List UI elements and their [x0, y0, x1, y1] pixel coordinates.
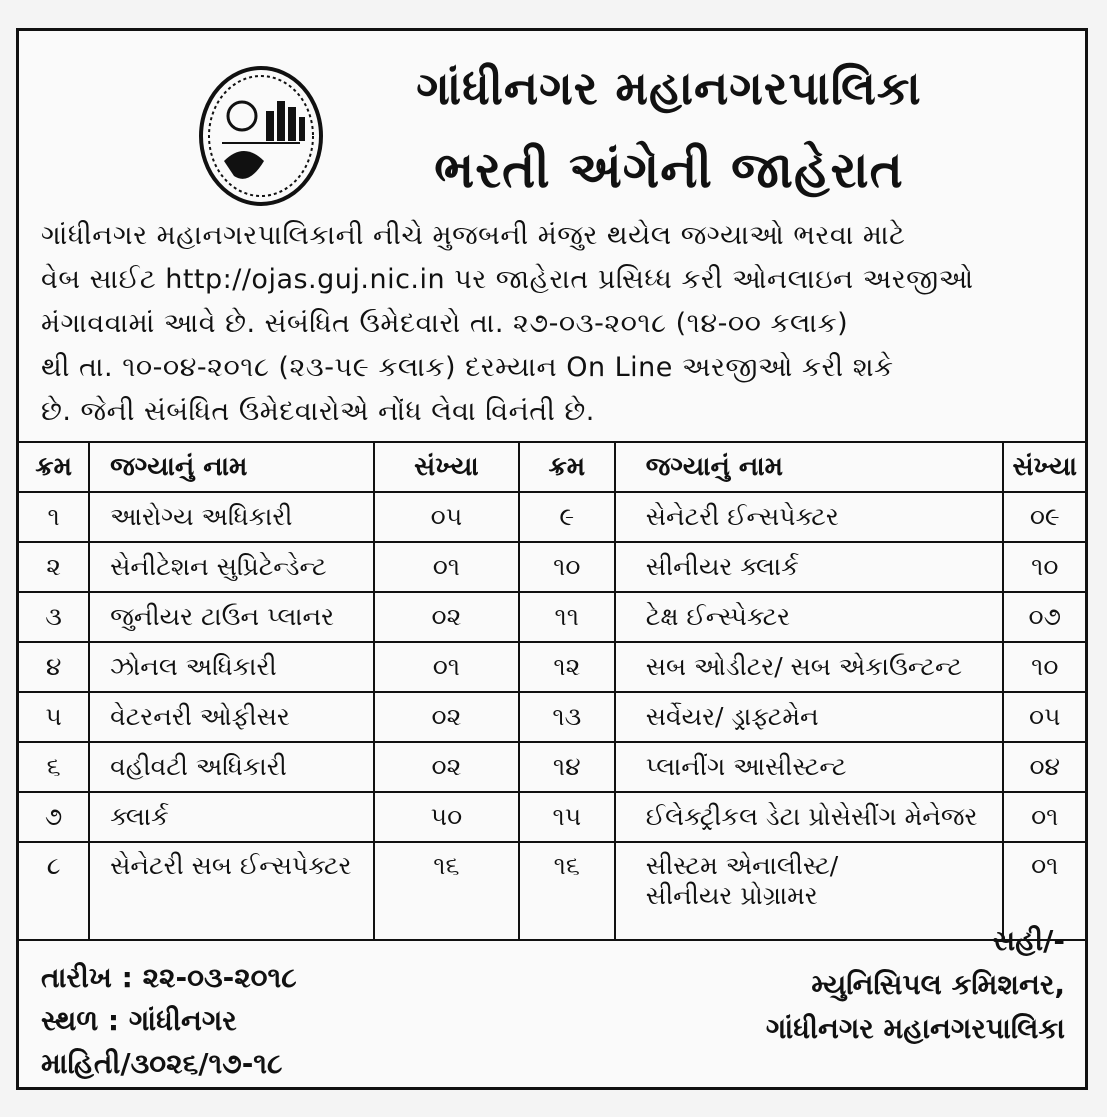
table-cell: ૦૨: [374, 592, 519, 642]
table-cell: ૦૧: [374, 642, 519, 692]
table-cell: ૧૩: [519, 692, 615, 742]
table-cell: સર્વેયર/ ડ્રાફ્ટમેન: [615, 692, 1004, 742]
column-header: જગ્યાનું નામ: [615, 442, 1004, 492]
table-cell: ક્લાર્ક: [89, 792, 374, 842]
column-header: સંખ્યા: [1003, 442, 1085, 492]
intro-line: વેબ સાઈટ http://ojas.guj.nic.in પર જાહેરાત પ્રસિધ્ધ કરી ઓનલાઇન અરજીઓ: [41, 264, 974, 295]
table-row: [19, 592, 1085, 642]
intro-line: મંગાવવામાં આવે છે. સંબંધિત ઉમેદવારો તા. ૨૭-૦૩-૨૦૧૮ (૧૪-૦૦ કલાક): [41, 308, 849, 339]
table-row: [19, 692, 1085, 742]
table-cell: ૦૧: [1003, 792, 1085, 842]
signatory-designation: મ્યુનિસિપલ કમિશનર,: [811, 968, 1065, 1001]
intro-paragraph: [41, 214, 1071, 434]
table-cell: ૫૦: [374, 792, 519, 842]
table-cell: ૧૬: [374, 842, 519, 940]
table-cell: ૪: [19, 642, 89, 692]
table-cell: સેનેટરી ઈન્સપેક્ટર: [615, 492, 1004, 542]
table-cell: ૦૨: [374, 742, 519, 792]
notice-subtitle: ભરતી અંગેની જાહેરાત: [434, 141, 904, 199]
table-cell: આરોગ્ય અધિકારી: [89, 492, 374, 542]
table-cell: ૧: [19, 492, 89, 542]
table-cell: પ્લાનીંગ આસીસ્ટન્ટ: [615, 742, 1004, 792]
notice-title: ગાંધીનગર મહાનગરપાલિકા: [416, 61, 922, 115]
signature-mark: સહી/-: [992, 924, 1065, 957]
table-cell: ૦૯: [1003, 492, 1085, 542]
table-cell: ૦૭: [1003, 592, 1085, 642]
table-cell: જુનીયર ટાઉન પ્લાનર: [89, 592, 374, 642]
cell-line: સીસ્ટમ એનાલીસ્ટ/: [645, 851, 839, 880]
table-row: [19, 642, 1085, 692]
table-cell: ૫: [19, 692, 89, 742]
table-cell: ૧૪: [519, 742, 615, 792]
table-row: [19, 492, 1085, 542]
notice-place: સ્થળ : ગાંધીનગર: [41, 1004, 237, 1037]
footer-left: [41, 956, 297, 1085]
table-cell: ૧૦: [1003, 642, 1085, 692]
table-cell: ૨: [19, 542, 89, 592]
table-cell: ૧૦: [1003, 542, 1085, 592]
footer-right: [766, 919, 1065, 1051]
table-cell: સબ ઓડીટર/ સબ એકાઉન્ટન્ટ: [615, 642, 1004, 692]
table-cell: ૦૫: [1003, 692, 1085, 742]
table-cell: ૩: [19, 592, 89, 642]
table-cell: ૬: [19, 742, 89, 792]
table-cell: ૦૧: [374, 542, 519, 592]
table-cell: ૧૬: [519, 842, 615, 940]
table-row: [19, 792, 1085, 842]
intro-line: છે. જેની સંબંધિત ઉમેદવારોએ નોંધ લેવા વિનંતી છે.: [41, 396, 595, 427]
table-cell: ૧૧: [519, 592, 615, 642]
notice-date: તારીખ : ૨૨-૦૩-૨૦૧૮: [41, 961, 297, 994]
table-cell: ૦૧: [1003, 842, 1085, 940]
vacancy-table: [19, 441, 1085, 941]
table-cell: ૧૦: [519, 542, 615, 592]
table-row: [19, 542, 1085, 592]
gmc-logo-icon: [194, 61, 329, 211]
cell-line: સીનીયર પ્રોગ્રામર: [645, 881, 818, 910]
table-cell: ૮: [19, 842, 89, 940]
table-cell: ટેક્ષ ઈન્સ્પેક્ટર: [615, 592, 1004, 642]
table-cell: સેનેટરી સબ ઈન્સપેક્ટર: [89, 842, 374, 940]
column-header: સંખ્યા: [374, 442, 519, 492]
table-cell: વહીવટી અધિકારી: [89, 742, 374, 792]
table-body: [19, 492, 1085, 940]
table-cell: ઝોનલ અધિકારી: [89, 642, 374, 692]
column-header: ક્રમ: [519, 442, 615, 492]
recruitment-notice: [16, 28, 1088, 1090]
table-cell: ૦૨: [374, 692, 519, 742]
notice-reference: માહિતી/૩૦૨૬/૧૭-૧૮: [41, 1047, 283, 1080]
table-cell: ઈલેક્ટ્રીકલ ડેટા પ્રોસેસીંગ મેનેજર: [615, 792, 1004, 842]
table-cell: ૯: [519, 492, 615, 542]
table-header-row: [19, 442, 1085, 492]
table-cell: ૦૫: [374, 492, 519, 542]
column-header: ક્રમ: [19, 442, 89, 492]
table-cell: ૦૪: [1003, 742, 1085, 792]
table-cell: સીનીયર ક્લાર્ક: [615, 542, 1004, 592]
table-cell: ૧૨: [519, 642, 615, 692]
signatory-organization: ગાંધીનગર મહાનગરપાલિકા: [765, 1012, 1065, 1045]
table-cell: ૧૫: [519, 792, 615, 842]
intro-line: થી તા. ૧૦-૦૪-૨૦૧૮ (૨૩-૫૯ કલાક) દરમ્યાન On Line અરજીઓ કરી શકે: [41, 352, 894, 383]
table-row: [19, 742, 1085, 792]
intro-line: ગાંધીનગર મહાનગરપાલિકાની નીચે મુજબની મંજુર થયેલ જગ્યાઓ ભરવા માટે: [41, 220, 906, 251]
column-header: જગ્યાનું નામ: [89, 442, 374, 492]
table-cell: વેટરનરી ઓફીસર: [89, 692, 374, 742]
table-cell: સેનીટેશન સુપ્રિટેન્ડેન્ટ: [89, 542, 374, 592]
table-cell: ૭: [19, 792, 89, 842]
